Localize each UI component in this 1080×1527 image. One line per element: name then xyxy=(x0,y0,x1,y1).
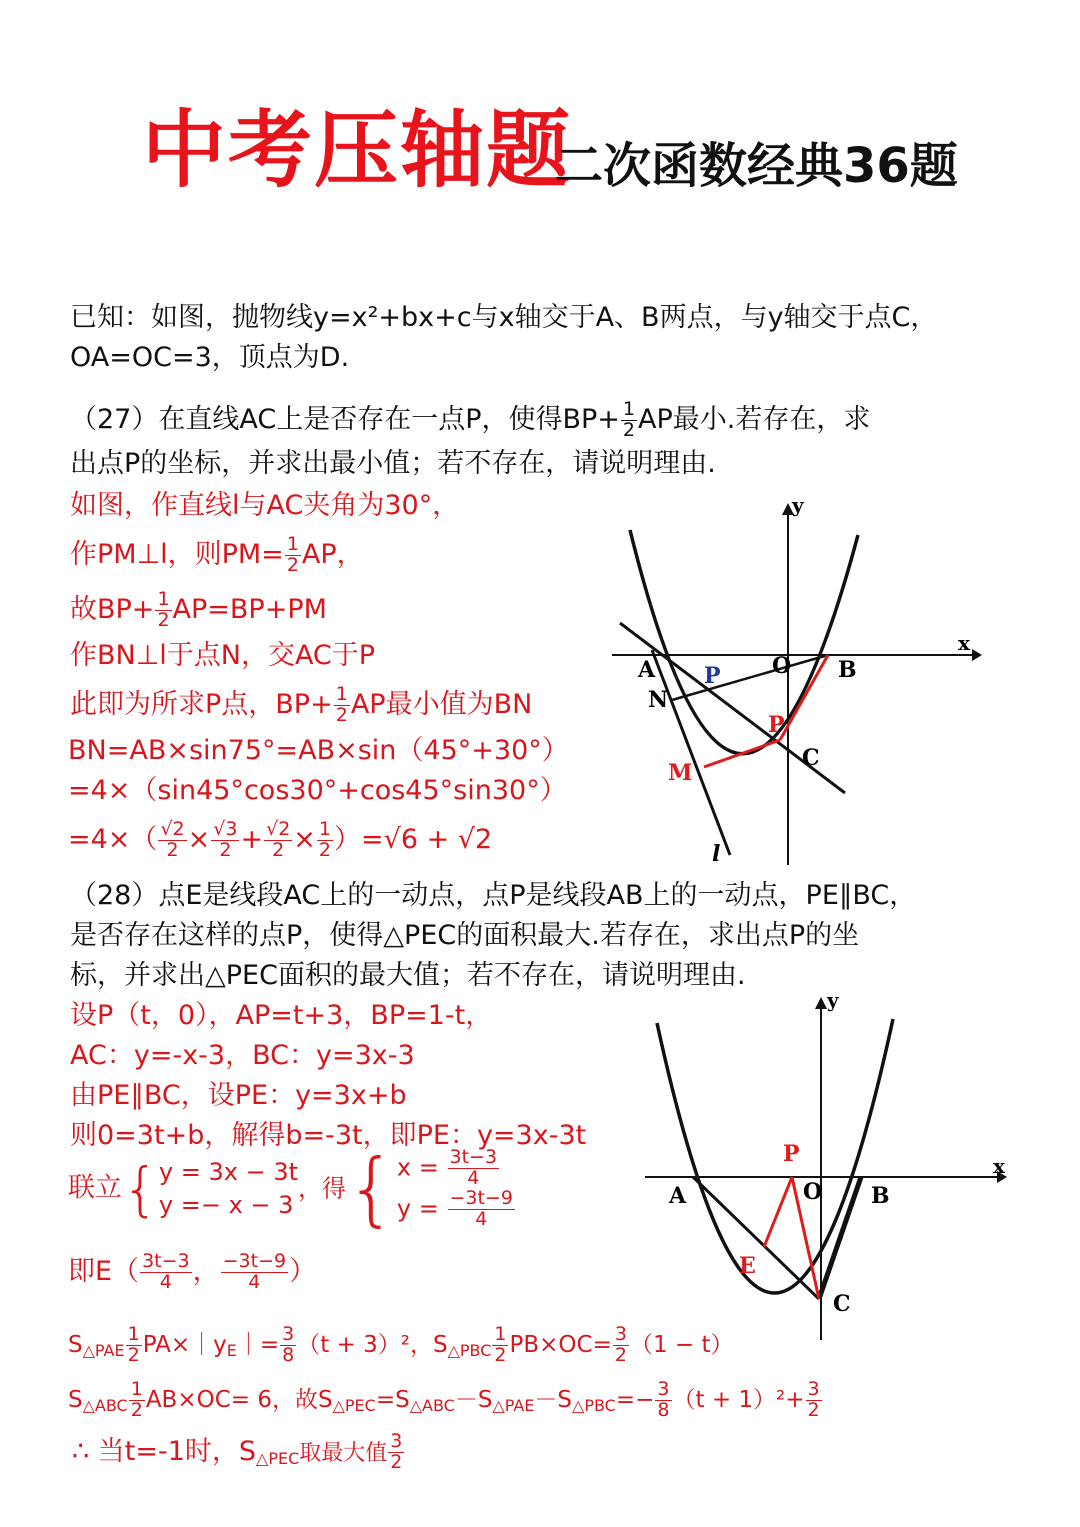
frac-num: 3 xyxy=(807,1378,820,1400)
subscript: △PAE xyxy=(82,1340,125,1360)
subscript: △PEC xyxy=(332,1395,376,1415)
q27-s2-b: AP， xyxy=(301,538,364,570)
intro-line-1: 已知：如图，抛物线y=x²+bx+c与x轴交于A、B两点，与y轴交于点C， xyxy=(70,302,938,333)
frac-num: 3t−3 xyxy=(142,1250,190,1272)
segment-pm-red xyxy=(704,740,780,767)
subscript: △PAE xyxy=(492,1395,535,1415)
q27-solution-7: =4×（sin45°cos30°+cos45°sin30°） xyxy=(68,775,567,806)
frac-den: 2 xyxy=(390,1450,403,1473)
root2-over-2 xyxy=(158,820,186,861)
label-o: O xyxy=(803,1179,823,1205)
solution-x xyxy=(397,1148,516,1189)
y-fraction xyxy=(448,1186,515,1230)
label-y: y xyxy=(827,988,839,1012)
frac-num: 3 xyxy=(657,1378,670,1400)
label-p-blue: P xyxy=(704,663,721,689)
label-p-red: P xyxy=(783,1141,800,1167)
q27-solution-1: 如图，作直线l与AC夹角为30°， xyxy=(70,490,460,521)
parabola xyxy=(630,530,858,754)
frac-den: 2 xyxy=(127,1343,140,1366)
frac-den: 2 xyxy=(614,1343,627,1366)
q28-solution-2: AC：y=-x-3，BC：y=3x-3 xyxy=(70,1040,415,1071)
e-y-fraction xyxy=(221,1252,288,1293)
q27-question-part-b: AP最小.若存在，求 xyxy=(638,403,871,435)
title-sub: 二次函数经典36题 xyxy=(555,138,958,194)
frac-den: 2 xyxy=(219,838,232,861)
frac-den: 8 xyxy=(657,1398,670,1421)
label-n: N xyxy=(648,687,669,713)
system-label: 联立 xyxy=(68,1172,122,1204)
s8-f: =− xyxy=(615,1386,655,1413)
e-label: 即E（ xyxy=(68,1255,140,1287)
get-text: ，得 xyxy=(298,1174,346,1203)
parabola xyxy=(657,1019,893,1293)
half-fraction xyxy=(155,590,171,631)
frac-num: 1 xyxy=(130,1378,143,1400)
three-eighths xyxy=(280,1325,296,1366)
q28-solution-7 xyxy=(68,1325,733,1366)
frac-num: 1 xyxy=(335,683,348,705)
e-x-fraction xyxy=(140,1252,192,1293)
e-end: ） xyxy=(289,1255,317,1287)
half-fraction xyxy=(285,535,301,576)
frac-num: 3 xyxy=(614,1323,627,1345)
q27-solution-4: 作BN⊥l于点N，交AC于P xyxy=(70,640,376,671)
frac-num: √3 xyxy=(213,818,238,840)
q28-solution-6 xyxy=(68,1252,316,1293)
label-b: B xyxy=(838,657,857,683)
q28-solution-4: 则0=3t+b，解得b=-3t，即PE：y=3x-3t xyxy=(70,1120,587,1151)
label-x: x xyxy=(993,1154,1005,1178)
half-fraction xyxy=(492,1325,508,1366)
q27-s8-d: × xyxy=(293,823,316,855)
half-fraction xyxy=(317,820,333,861)
solution-y xyxy=(396,1186,516,1230)
s8-b: AB×OC= 6，故S xyxy=(145,1386,333,1413)
s8-g: （t + 1）²+ xyxy=(672,1386,805,1413)
s7-f: （1 − t） xyxy=(629,1331,734,1358)
x-fraction xyxy=(448,1148,500,1189)
q27-solution-8 xyxy=(68,820,492,861)
half-fraction xyxy=(126,1325,142,1366)
s8-e: －S xyxy=(534,1386,573,1413)
frac-den: 4 xyxy=(475,1207,488,1230)
subscript: △PBC xyxy=(447,1340,492,1360)
frac-num: 3 xyxy=(390,1430,403,1452)
label-m: M xyxy=(668,760,693,786)
frac-num: 1 xyxy=(318,818,332,840)
label-y: y xyxy=(792,495,804,517)
frac-num: 1 xyxy=(494,1323,507,1345)
root3-over-2 xyxy=(211,820,239,861)
subscript: △PBC xyxy=(572,1395,616,1415)
frac-den: 4 xyxy=(159,1270,172,1293)
label-a: A xyxy=(669,1183,687,1209)
frac-num: 1 xyxy=(127,1323,140,1345)
equation-1: y = 3x − 3t xyxy=(158,1158,298,1187)
frac-num: −3t−9 xyxy=(222,1250,287,1272)
label-o: O xyxy=(772,653,792,679)
frac-num: 3 xyxy=(282,1323,295,1345)
equation-system xyxy=(159,1156,298,1221)
s7-b: PA×｜y xyxy=(142,1331,227,1358)
s7-c: ｜= xyxy=(236,1331,280,1358)
label-l: l xyxy=(712,841,721,867)
frac-den: 2 xyxy=(157,608,170,631)
q28-question-line-1: （28）点E是线段AC上的一动点，点P是线段AB上的一动点，PE∥BC， xyxy=(70,880,917,911)
s-symbol: S xyxy=(68,1331,83,1358)
s7-d: （t + 3）²，S xyxy=(297,1331,448,1358)
s9-b: 取最大值 xyxy=(299,1440,388,1466)
subscript: △ABC xyxy=(82,1395,128,1415)
figure-28 xyxy=(635,985,1015,1345)
q27-s3-b: AP=BP+PM xyxy=(172,593,327,625)
x-axis-arrow xyxy=(972,649,982,661)
q28-question-line-3: 标，并求出△PEC面积的最大值；若不存在，请说明理由. xyxy=(70,960,746,991)
frac-den: 2 xyxy=(494,1343,507,1366)
q28-solution-9 xyxy=(72,1432,405,1473)
q27-question-part-a: （27）在直线AC上是否存在一点P，使得BP+ xyxy=(70,403,620,435)
left-brace-2: { xyxy=(346,1141,397,1235)
label-b: B xyxy=(871,1183,890,1209)
y-axis-arrow xyxy=(815,997,827,1009)
label-p-red: P xyxy=(768,712,785,738)
s8-d: －S xyxy=(454,1386,493,1413)
q28-solution-3: 由PE∥BC，设PE：y=3x+b xyxy=(70,1080,407,1111)
e-comma: ， xyxy=(192,1255,220,1287)
y-eq: y = xyxy=(396,1194,439,1223)
q27-solution-6: BN=AB×sin75°=AB×sin（45°+30°） xyxy=(68,735,569,766)
label-e-red: E xyxy=(739,1253,756,1279)
label-x: x xyxy=(958,631,970,655)
subscript: △PEC xyxy=(256,1448,300,1468)
half-fraction xyxy=(621,400,637,441)
frac-den: 2 xyxy=(335,703,348,726)
frac-num: −3t−9 xyxy=(449,1186,513,1209)
q27-s3-a: 故BP+ xyxy=(70,593,155,625)
label-c: C xyxy=(833,1291,851,1317)
q28-solution-8 xyxy=(68,1380,823,1421)
frac-den: 2 xyxy=(166,838,179,861)
three-halves xyxy=(806,1380,822,1421)
title-main: 中考压轴题 xyxy=(142,101,573,199)
frac-den: 2 xyxy=(622,418,636,441)
intro-line-2: OA=OC=3，顶点为D. xyxy=(70,342,350,373)
frac-den: 2 xyxy=(272,838,285,861)
three-halves xyxy=(388,1432,404,1473)
frac-num: 3t−3 xyxy=(449,1146,498,1168)
frac-den: 4 xyxy=(467,1166,480,1189)
s7-e: PB×OC= xyxy=(509,1331,612,1358)
frac-num: √2 xyxy=(266,818,291,840)
q27-solution-5 xyxy=(70,685,532,726)
q27-question-line-2: 出点P的坐标，并求出最小值；若不存在，请说明理由. xyxy=(70,448,716,479)
q27-s8-e: ）=√6 + √2 xyxy=(334,823,493,855)
s9-a: ∴ 当t=-1时，S xyxy=(72,1435,257,1467)
q27-s5-b: AP最小值为BN xyxy=(350,688,533,720)
label-c: C xyxy=(802,745,820,771)
subscript: △ABC xyxy=(409,1395,455,1415)
frac-den: 2 xyxy=(807,1398,820,1421)
q27-solution-2 xyxy=(70,535,364,576)
equation-2: y =− x − 3 xyxy=(158,1190,294,1219)
subscript: E xyxy=(226,1340,237,1360)
q28-question-line-2: 是否存在这样的点P，使得△PEC的面积最大.若存在，求出点P的坐 xyxy=(70,920,860,951)
x-eq: x = xyxy=(396,1153,439,1182)
frac-num: √2 xyxy=(160,818,185,840)
three-halves xyxy=(613,1325,629,1366)
three-eighths xyxy=(655,1380,671,1421)
left-brace-1: { xyxy=(122,1154,159,1223)
half-fraction xyxy=(129,1380,145,1421)
frac-num: 1 xyxy=(157,588,170,610)
root2-over-2 xyxy=(264,820,292,861)
half-fraction xyxy=(334,685,350,726)
frac-den: 8 xyxy=(282,1343,295,1366)
q28-solution-5 xyxy=(68,1141,516,1235)
segment-bc xyxy=(819,1177,861,1299)
frac-den: 2 xyxy=(130,1398,143,1421)
frac-den: 4 xyxy=(248,1270,261,1293)
q27-s8-c: + xyxy=(240,823,264,855)
frac-den: 2 xyxy=(286,553,299,576)
q27-s5-a: 此即为所求P点，BP+ xyxy=(70,688,333,720)
solution-system xyxy=(397,1148,516,1230)
figure-27 xyxy=(600,495,985,870)
q28-solution-1: 设P（t，0），AP=t+3，BP=1-t， xyxy=(70,1000,493,1031)
q27-question-line-1 xyxy=(70,400,870,441)
q27-s8-a: =4×（ xyxy=(68,823,158,855)
frac-num: 1 xyxy=(622,398,636,420)
label-a: A xyxy=(638,657,656,683)
s-symbol: S xyxy=(68,1386,83,1413)
q27-s8-b: × xyxy=(187,823,211,855)
s8-c: =S xyxy=(375,1386,410,1413)
frac-den: 2 xyxy=(318,838,332,861)
q27-solution-3 xyxy=(70,590,327,631)
segment-ac xyxy=(693,1177,819,1299)
segment-pe-red xyxy=(764,1177,792,1247)
q27-s2-a: 作PM⊥l，则PM= xyxy=(70,538,284,570)
frac-num: 1 xyxy=(286,533,299,555)
